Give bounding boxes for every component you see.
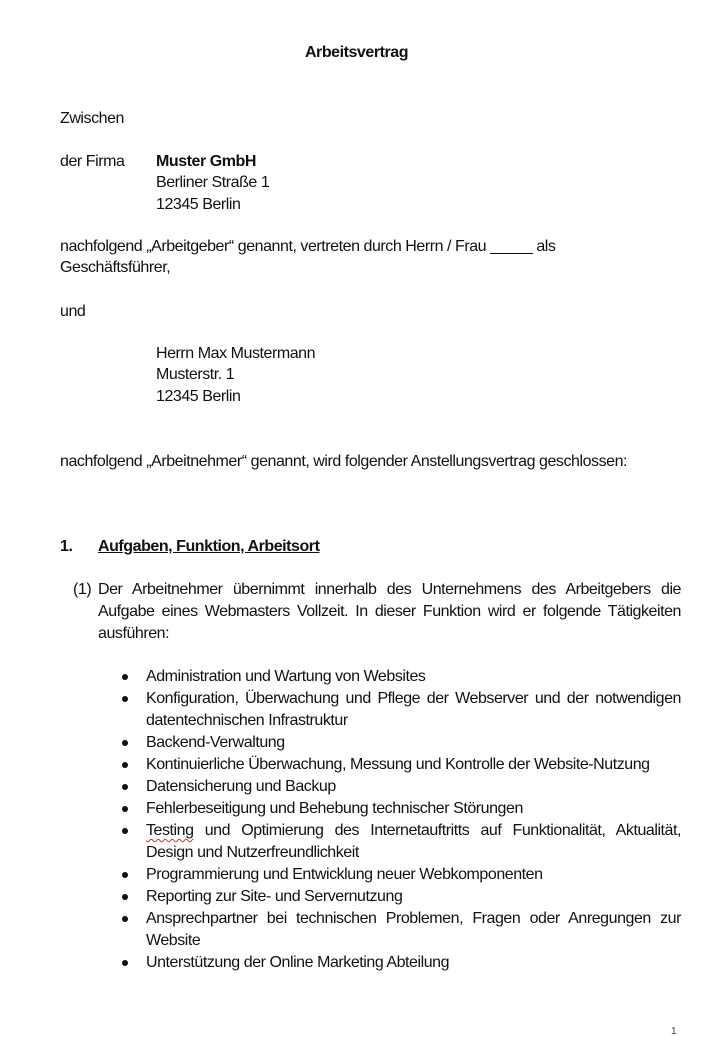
section-number: 1. — [60, 538, 73, 555]
bullet-icon — [122, 806, 128, 812]
employee-city: 12345 Berlin — [156, 388, 241, 405]
list-item — [146, 754, 681, 776]
document-title: Arbeitsvertrag — [304, 44, 409, 61]
list-item — [146, 886, 681, 908]
list-item — [146, 666, 681, 688]
company-street: Berliner Straße 1 — [156, 174, 270, 191]
list-item — [146, 776, 681, 798]
bullet-icon — [122, 828, 128, 834]
list-item-text: Ansprechpartner bei technischen Problemen, Fragen oder Anregungen zur Website — [146, 910, 681, 949]
list-item-text: Fehlerbeseitigung und Behebung technischer Störungen — [146, 800, 523, 817]
employee-line: nachfolgend „Arbeitnehmer“ genannt, wird folgender Anstellungsvertrag geschlossen: — [60, 453, 628, 470]
bullet-icon — [122, 872, 128, 878]
list-item-text: Reporting zur Site- und Servernutzung — [146, 888, 403, 905]
list-item-text: Administration und Wartung von Websites — [146, 668, 426, 685]
list-item-text: Backend-Verwaltung — [146, 734, 285, 751]
company-name: Muster GmbH — [156, 153, 256, 170]
list-item-text: Konfiguration, Überwachung und Pflege der Webserver und der notwendigen datentechnischen Infrastruktur — [146, 690, 681, 729]
bullet-icon — [122, 916, 128, 922]
list-item — [146, 732, 681, 754]
employer-line-2: Geschäftsführer, — [60, 259, 171, 276]
company-label: der Firma — [60, 153, 125, 170]
employer-line-1: nachfolgend „Arbeitgeber“ genannt, vertreten durch Herrn / Frau _____ als — [60, 238, 556, 255]
list-item — [146, 688, 681, 732]
bullet-icon — [122, 960, 128, 966]
list-item — [146, 864, 681, 886]
bullet-icon — [122, 696, 128, 702]
list-item — [146, 952, 681, 974]
list-item — [146, 820, 681, 864]
and-label: und — [60, 303, 86, 320]
employee-name: Herrn Max Mustermann — [156, 345, 316, 362]
paragraph-text: Der Arbeitnehmer übernimmt innerhalb des Unternehmens des Arbeitgebers die Aufgabe eines Webmasters Vollzeit. In dieser Funktion wird er folgende Tätigkeiten ausführen: — [98, 581, 681, 642]
bullet-icon — [122, 674, 128, 680]
list-item — [146, 908, 681, 952]
bullet-icon — [122, 894, 128, 900]
company-city: 12345 Berlin — [156, 196, 241, 213]
section-title: Aufgaben, Funktion, Arbeitsort — [98, 538, 320, 555]
page-number: 1 — [671, 1026, 677, 1037]
list-item-text: Programmierung und Entwicklung neuer Webkomponenten — [146, 866, 543, 883]
between-label: Zwischen — [60, 110, 124, 127]
employee-street: Musterstr. 1 — [156, 366, 235, 383]
task-list — [146, 666, 681, 974]
bullet-icon — [122, 740, 128, 746]
bullet-icon — [122, 762, 128, 768]
list-item-text: Kontinuierliche Überwachung, Messung und Kontrolle der Website-Nutzung — [146, 756, 650, 773]
spellcheck-word: Testing — [146, 822, 194, 839]
list-item-text: Datensicherung und Backup — [146, 778, 336, 795]
list-item — [146, 798, 681, 820]
paragraph-number: (1) — [73, 581, 92, 598]
list-item-text: und Optimierung des Internetauftritts auf Funktionalität, Aktualität, Design und Nutzerfreundlichkeit — [146, 822, 681, 861]
list-item-text: Unterstützung der Online Marketing Abteilung — [146, 954, 450, 971]
bullet-icon — [122, 784, 128, 790]
